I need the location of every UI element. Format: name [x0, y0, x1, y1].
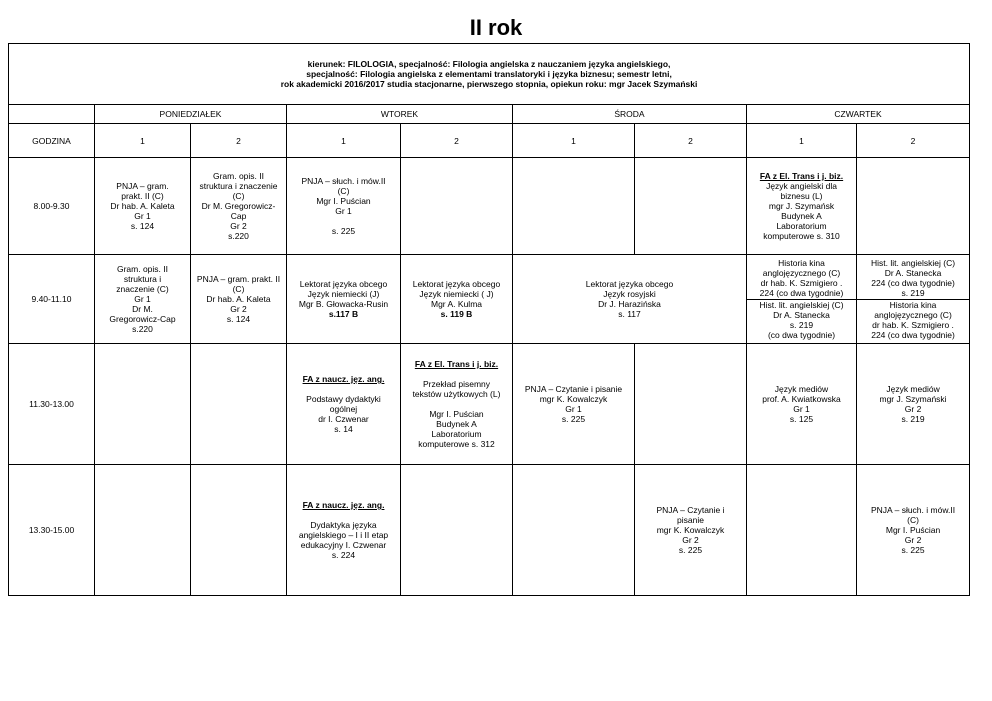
- class-cell: [857, 465, 970, 596]
- class-line: biznesu (L): [780, 191, 823, 201]
- group-number: 2: [191, 124, 287, 158]
- class-line: Budynek A: [436, 419, 477, 429]
- alternating-class-top: [857, 258, 969, 300]
- class-line: Język niemiecki (J): [307, 289, 380, 299]
- class-line: Dr J. Harazińska: [598, 299, 661, 309]
- empty-cell: [401, 465, 513, 596]
- class-cell: [513, 255, 747, 344]
- class-cell: [635, 465, 747, 596]
- class-line: (C): [337, 186, 350, 196]
- class-cell: [287, 158, 401, 255]
- class-line: Gr 2: [904, 404, 922, 414]
- class-line: Język mediów: [886, 384, 940, 394]
- class-line: Lektorat języka obcego: [412, 279, 501, 289]
- class-line: Gr 2: [904, 535, 922, 545]
- empty-cell: [401, 158, 513, 255]
- program-header: [9, 44, 970, 105]
- class-line: Historia kina: [778, 258, 825, 268]
- class-line: mgr K. Kowalczyk: [539, 394, 608, 404]
- class-line: Gram. opis. II: [116, 264, 168, 274]
- class-line: Gregorowicz-Cap: [109, 314, 176, 324]
- class-cell: [95, 255, 191, 344]
- header-line-3: rok akademicki 2016/2017 studia stacjonarne, pierwszego stopnia, opiekun roku: mgr Jacek Szymański: [280, 79, 698, 89]
- group-number: 1: [747, 124, 857, 158]
- class-line: Dr hab. A. Kaleta: [206, 294, 271, 304]
- class-cell: [95, 158, 191, 255]
- class-line: struktura i: [123, 274, 162, 284]
- day-tuesday: WTOREK: [287, 105, 513, 124]
- class-line: Mgr I. Puścian: [429, 409, 484, 419]
- class-line: s. 219: [901, 414, 925, 424]
- class-line: dr hab. K. Szmigiero .: [872, 320, 954, 330]
- module-heading: FA z naucz. jęz. ang.: [302, 500, 385, 510]
- module-heading: FA z naucz. jęz. ang.: [302, 374, 385, 384]
- empty-cell: [513, 158, 635, 255]
- empty-corner: [9, 105, 95, 124]
- class-cell: [191, 255, 287, 344]
- class-line: Gr 1: [335, 206, 352, 216]
- class-line: (co dwa tygodnie): [767, 330, 836, 340]
- class-line: mgr K. Kowalczyk: [656, 525, 725, 535]
- class-line: Hist. lit. angielskiej (C): [871, 258, 956, 268]
- class-line: 224 (co dwa tygodnie): [871, 330, 955, 340]
- class-cell: [857, 255, 970, 344]
- class-line: dr hab. K. Szmigiero .: [760, 278, 843, 288]
- class-line: s. 225: [678, 545, 703, 555]
- class-line: (C): [907, 515, 919, 525]
- godzina-label: GODZINA: [9, 124, 95, 158]
- class-line: Gr 1: [565, 404, 582, 414]
- empty-cell: [95, 344, 191, 465]
- class-cell: [513, 344, 635, 465]
- class-line: s. 125: [789, 414, 814, 424]
- day-thursday: CZWARTEK: [747, 105, 970, 124]
- class-cell: [287, 465, 401, 596]
- class-line: Hist. lit. angielskiej (C): [759, 300, 844, 310]
- class-line: Język angielski dla: [766, 181, 837, 191]
- class-line: angielskiego – I i II etap: [298, 530, 389, 540]
- class-cell: [747, 158, 857, 255]
- class-line: komputerowe s. 310: [763, 231, 840, 241]
- header-line-1: kierunek: FILOLOGIA, specjalność: Filologia angielska z nauczaniem języka angielskiego,: [307, 59, 671, 69]
- class-cell: [191, 158, 287, 255]
- empty-cell: [191, 465, 287, 596]
- class-line: Język mediów: [774, 384, 829, 394]
- time-slot: 13.30-15.00: [9, 465, 95, 596]
- group-number: 1: [95, 124, 191, 158]
- time-slot: 9.40-11.10: [9, 255, 95, 344]
- class-line: s. 219: [789, 320, 814, 330]
- class-line: Gr 1: [134, 294, 151, 304]
- class-line: s. 117: [618, 309, 641, 319]
- class-line: Mgr B. Głowacka-Rusin: [298, 299, 389, 309]
- class-line: 224 (co dwa tygodnie): [759, 288, 844, 298]
- empty-cell: [857, 158, 970, 255]
- class-line: s. 124: [226, 314, 251, 324]
- class-line: Gr 1: [793, 404, 810, 414]
- empty-cell: [191, 344, 287, 465]
- class-line: znaczenie (C): [116, 284, 169, 294]
- class-line: Historia kina: [889, 300, 937, 310]
- class-line: ogólnej: [329, 404, 358, 414]
- class-line: Laboratorium: [431, 429, 482, 439]
- class-cell: [401, 344, 513, 465]
- empty-cell: [513, 465, 635, 596]
- empty-cell: [635, 344, 747, 465]
- class-line: prof. A. Kwiatkowska: [762, 394, 841, 404]
- group-number: 2: [635, 124, 747, 158]
- class-line: komputerowe s. 312: [418, 439, 495, 449]
- time-slot: 8.00-9.30: [9, 158, 95, 255]
- class-line: s. 225: [561, 414, 586, 424]
- empty-cell: [635, 158, 747, 255]
- class-line: PNJA – gram. prakt. II: [196, 274, 281, 284]
- class-line: mgr J. Szymańsk: [768, 201, 835, 211]
- class-cell: [747, 344, 857, 465]
- class-line: Dr M. Gregorowicz-: [201, 201, 276, 211]
- class-line: Dr A. Stanecka: [884, 268, 942, 278]
- class-line: s. 219: [901, 288, 925, 298]
- class-cell: [747, 255, 857, 344]
- class-line: Przekład pisemny: [422, 379, 491, 389]
- group-number: 2: [857, 124, 970, 158]
- class-line: s.220: [228, 231, 249, 241]
- class-line: Język niemiecki ( J): [419, 289, 494, 299]
- class-line: s. 124: [130, 221, 155, 231]
- class-line: Lektorat języka obcego: [585, 279, 674, 289]
- class-line: Gr 2: [230, 304, 247, 314]
- class-line: tekstów użytkowych (L): [412, 389, 501, 399]
- class-line: dr I. Czwenar: [318, 414, 369, 424]
- day-monday: PONIEDZIAŁEK: [95, 105, 287, 124]
- class-line: s.220: [132, 324, 153, 334]
- class-line: Mgr I. Puścian: [885, 525, 941, 535]
- class-line: s. 225: [331, 226, 356, 236]
- class-line: Budynek A: [781, 211, 822, 221]
- group-number: 2: [401, 124, 513, 158]
- class-line: PNJA – gram.: [116, 181, 169, 191]
- class-line: mgr J. Szymański: [879, 394, 947, 404]
- class-line: anglojęzycznego (C): [874, 310, 952, 320]
- group-number: 1: [287, 124, 401, 158]
- class-line: Dr hab. A. Kaleta: [110, 201, 175, 211]
- class-cell: [857, 344, 970, 465]
- class-line: struktura i znaczenie: [199, 181, 278, 191]
- room-label: s. 119 B: [440, 309, 473, 319]
- schedule-table: [8, 43, 970, 596]
- empty-cell: [747, 465, 857, 596]
- class-line: edukacyjny I. Czwenar: [300, 540, 387, 550]
- class-line: Mgr A. Kulma: [430, 299, 483, 309]
- class-line: s. 224: [331, 550, 356, 560]
- class-line: prakt. II (C): [121, 191, 164, 201]
- class-line: Gram. opis. II: [212, 171, 264, 181]
- class-line: pisanie: [677, 515, 704, 525]
- class-line: (C): [232, 284, 245, 294]
- class-line: Gr 2: [230, 221, 247, 231]
- class-line: Dr A. Stanecka: [773, 310, 830, 320]
- class-line: Cap: [230, 211, 247, 221]
- class-line: PNJA – Czytanie i: [656, 505, 725, 515]
- class-line: Dydaktyka języka: [310, 520, 377, 530]
- class-line: Laboratorium: [776, 221, 827, 231]
- empty-cell: [95, 465, 191, 596]
- class-line: s. 14: [334, 424, 353, 434]
- class-line: Gr 2: [682, 535, 699, 545]
- class-line: Podstawy dydaktyki: [306, 394, 381, 404]
- class-line: Mgr I. Puścian: [316, 196, 371, 206]
- class-line: Gr 1: [134, 211, 151, 221]
- class-line: PNJA – Czytanie i pisanie: [524, 384, 623, 394]
- time-slot: 11.30-13.00: [9, 344, 95, 465]
- class-line: Dr M.: [132, 304, 153, 314]
- class-line: Lektorat języka obcego: [299, 279, 388, 289]
- alternating-class-top: [747, 258, 856, 300]
- module-heading: FA z El. Trans i j. biz.: [414, 359, 499, 369]
- class-cell: [287, 255, 401, 344]
- class-line: 224 (co dwa tygodnie): [871, 278, 955, 288]
- class-line: anglojęzycznego (C): [762, 268, 841, 278]
- class-line: s. 225: [901, 545, 925, 555]
- module-heading: FA z El. Trans i j. biz.: [759, 171, 844, 181]
- group-number: 1: [513, 124, 635, 158]
- header-line-2: specjalność: Filologia angielska z elementami translatoryki i języka biznesu; semestr letni,: [306, 69, 672, 79]
- room-label: s.117 B: [328, 309, 359, 319]
- class-line: (C): [232, 191, 245, 201]
- class-line: Język rosyjski: [603, 289, 656, 299]
- day-wednesday: ŚRODA: [513, 105, 747, 124]
- class-line: PNJA – słuch. i mów.II: [301, 176, 386, 186]
- class-cell: [287, 344, 401, 465]
- class-line: PNJA – słuch. i mów.II: [870, 505, 956, 515]
- page-title: II rok: [469, 15, 523, 40]
- class-cell: [401, 255, 513, 344]
